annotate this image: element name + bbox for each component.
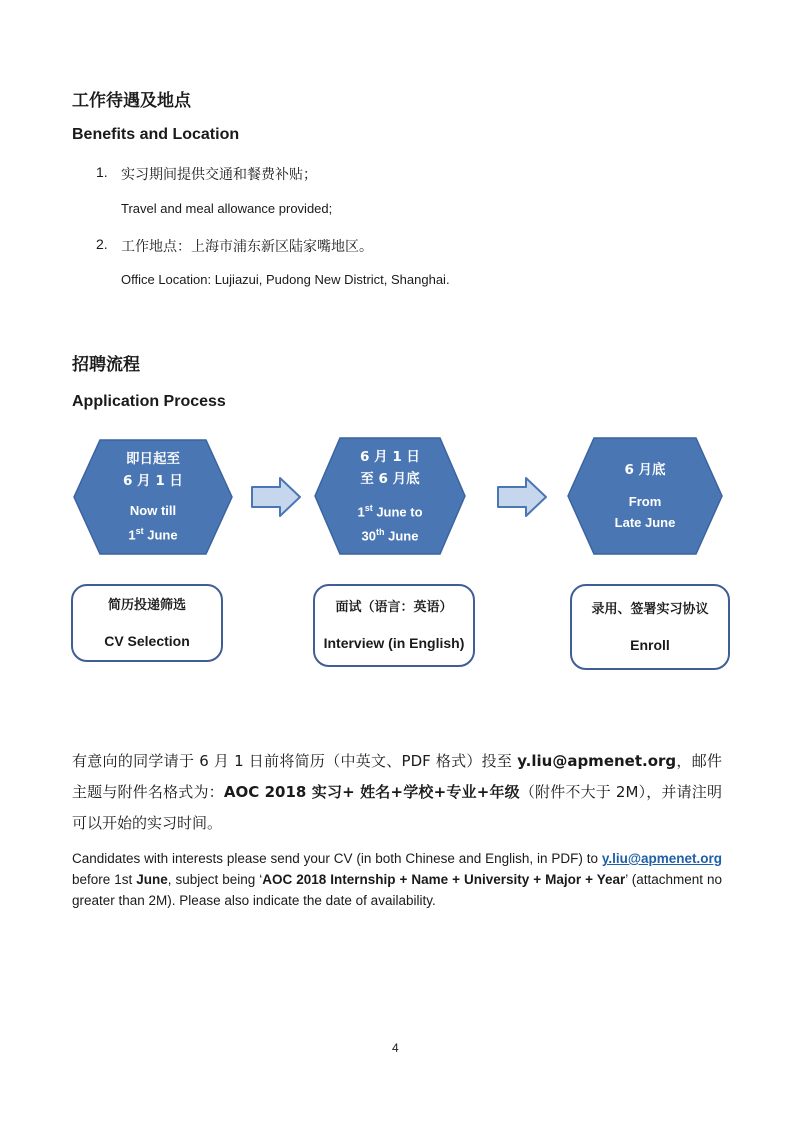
hex-cn-line: 至 6 月底	[360, 470, 420, 487]
list-item-cn: 工作地点：上海市浦东新区陆家嘴地区。	[121, 239, 373, 255]
section-title-process-en: Application Process	[72, 393, 226, 410]
box-label-cn: 录用、签署实习协议	[591, 601, 709, 617]
contact-paragraph-cn: 有意向的同学请于 6 月 1 日前将简历（中英文、PDF 格式）投至 y.liu@apmenet.org，邮件主题与附件名格式为：AOC 2018 实习+ 姓名+学校+专业+年级（附件不大于 2M），并请注明可以开始的实习时间。	[72, 752, 722, 832]
hex-en-line: 30th June	[361, 527, 419, 544]
hex-en-line: 1st June	[128, 526, 178, 543]
list-item-en: Travel and meal allowance provided;	[121, 201, 333, 216]
hex-en-line: From	[628, 494, 662, 509]
list-item-number: 1.	[96, 164, 108, 180]
hex-cn-line: 即日起至	[126, 451, 180, 468]
hex-en-line: Late June	[614, 515, 676, 530]
process-step-hexagon	[313, 436, 467, 556]
hex-en-line: 1st June to	[357, 502, 423, 519]
arrow-right-icon	[250, 476, 302, 518]
section-title-benefits-en: Benefits and Location	[72, 126, 240, 143]
list-item-cn: 实习期间提供交通和餐费补贴；	[121, 167, 317, 183]
process-step-box	[570, 584, 730, 670]
box-label-en: Interview (in English)	[323, 635, 465, 651]
contact-paragraph-en: Candidates with interests please send your CV (in both Chinese and English, in PDF) to y.liu@apmenet.org before 1st June, subject being ‘AOC 2018 Internship + Name + University + Major + Year’ (attachment no greater than 2M). Please also indicate the date of availability.	[72, 851, 722, 908]
list-item-en: Office Location: Lujiazui, Pudong New District, Shanghai.	[121, 272, 450, 287]
box-label-en: CV Selection	[104, 632, 190, 649]
arrow-right-icon	[496, 476, 548, 518]
box-label-cn: 简历投递筛选	[107, 597, 186, 613]
section-title-process-cn: 招聘流程	[72, 355, 140, 375]
process-step-hexagon	[72, 438, 234, 556]
process-step-box	[313, 584, 475, 667]
hex-cn-line: 6 月 1 日	[123, 473, 183, 490]
email-link[interactable]: y.liu@apmenet.org	[601, 851, 722, 866]
process-step-hexagon	[566, 436, 724, 556]
page-number: 4	[392, 1041, 399, 1055]
list-item-number: 2.	[96, 236, 108, 252]
box-label-en: Enroll	[630, 636, 670, 653]
contact-email[interactable]: y.liu@apmenet.org	[517, 752, 677, 770]
hex-cn-line: 6 月底	[624, 462, 666, 478]
hex-en-line: Now till	[129, 503, 177, 519]
section-title-benefits-cn: 工作待遇及地点	[72, 91, 191, 111]
process-step-box	[71, 584, 223, 662]
box-label-cn: 面试（语言：英语）	[335, 600, 453, 615]
hex-cn-line: 6 月 1 日	[360, 448, 420, 465]
